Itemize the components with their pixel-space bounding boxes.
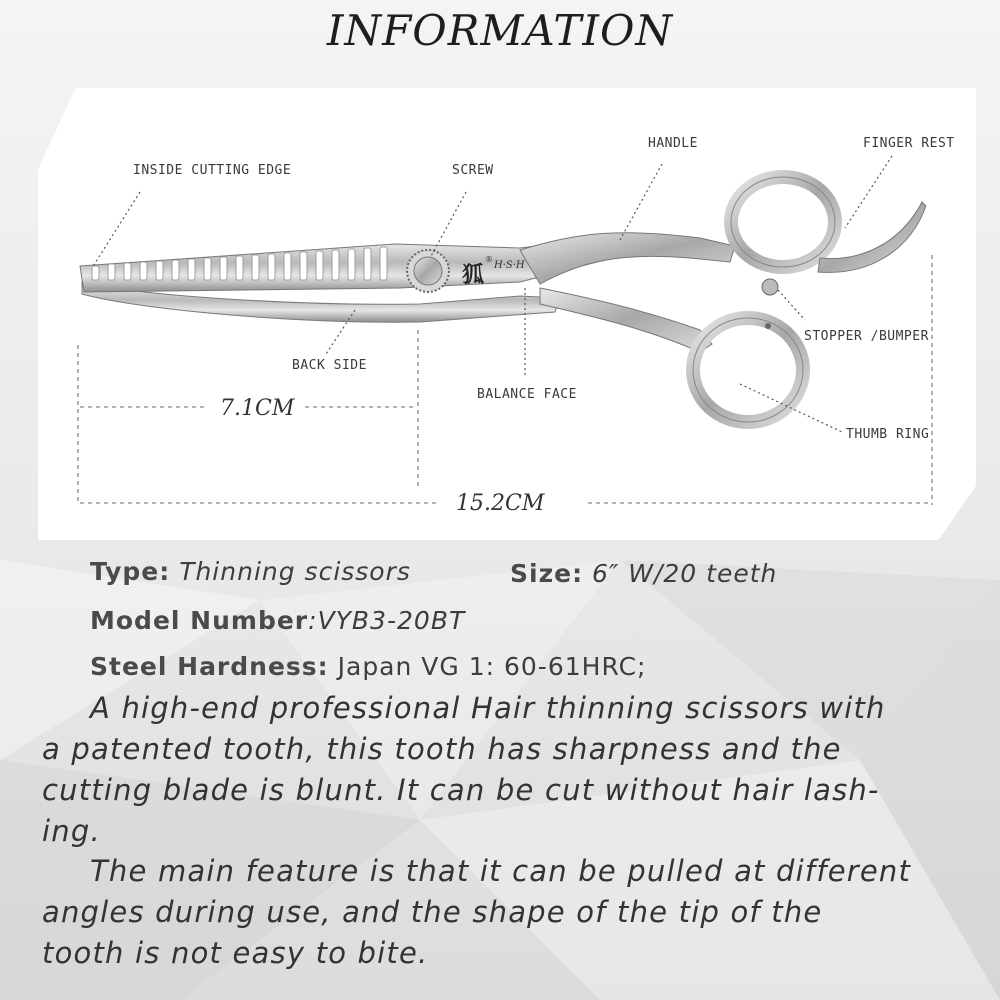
brand-mark: H·S·H bbox=[494, 260, 525, 271]
spec-hardness-key: Steel Hardness: bbox=[90, 652, 329, 681]
spec-model-key: Model Number bbox=[90, 606, 309, 635]
label-stopper-bumper: STOPPER /BUMPER bbox=[804, 329, 929, 344]
description-p2-line2: angles during use, and the shape of the tip of the bbox=[42, 895, 823, 929]
label-balance-face: BALANCE FACE bbox=[477, 387, 577, 402]
scissors-illustration bbox=[80, 177, 926, 422]
spec-type-key: Type: bbox=[90, 557, 171, 586]
spec-size-value: 6″ W/20 teeth bbox=[592, 559, 778, 588]
spec-model-value: :VYB3-20BT bbox=[308, 606, 466, 635]
description-p2-line3: tooth is not easy to bite. bbox=[42, 936, 429, 970]
label-thumb-ring: THUMB RING bbox=[846, 427, 930, 442]
description-p1-line3: cutting blade is blunt. It can be cut without hair lash- bbox=[42, 773, 880, 807]
page-title: INFORMATION bbox=[326, 6, 674, 55]
label-screw: SCREW bbox=[452, 163, 494, 178]
spec-model bbox=[90, 606, 465, 635]
spec-hardness-value: Japan VG 1: 60-61HRC; bbox=[337, 652, 647, 681]
brand-logo: 狐 bbox=[462, 262, 485, 288]
label-finger-rest: FINGER REST bbox=[863, 136, 955, 151]
brand-registered: ® bbox=[485, 255, 493, 264]
label-back-side: BACK SIDE bbox=[292, 358, 367, 373]
dimension-blade-length: 7.1CM bbox=[220, 396, 295, 421]
description-p1-line1: A high-end professional Hair thinning scissors with bbox=[90, 691, 886, 725]
dimension-total-length: 15.2CM bbox=[456, 491, 545, 516]
label-handle: HANDLE bbox=[648, 136, 698, 151]
description-p1-line2: a patented tooth, this tooth has sharpness and the bbox=[42, 732, 842, 766]
spec-type-value: Thinning scissors bbox=[179, 557, 411, 586]
spec-size-key: Size: bbox=[510, 559, 584, 588]
spec-hardness bbox=[90, 652, 646, 681]
description-p2-line1: The main feature is that it can be pulled at different bbox=[90, 854, 912, 888]
spec-size bbox=[510, 559, 777, 588]
label-inside-cutting-edge: INSIDE CUTTING EDGE bbox=[133, 163, 292, 178]
spec-type bbox=[90, 557, 411, 586]
description-p1-line4: ing. bbox=[42, 814, 101, 848]
